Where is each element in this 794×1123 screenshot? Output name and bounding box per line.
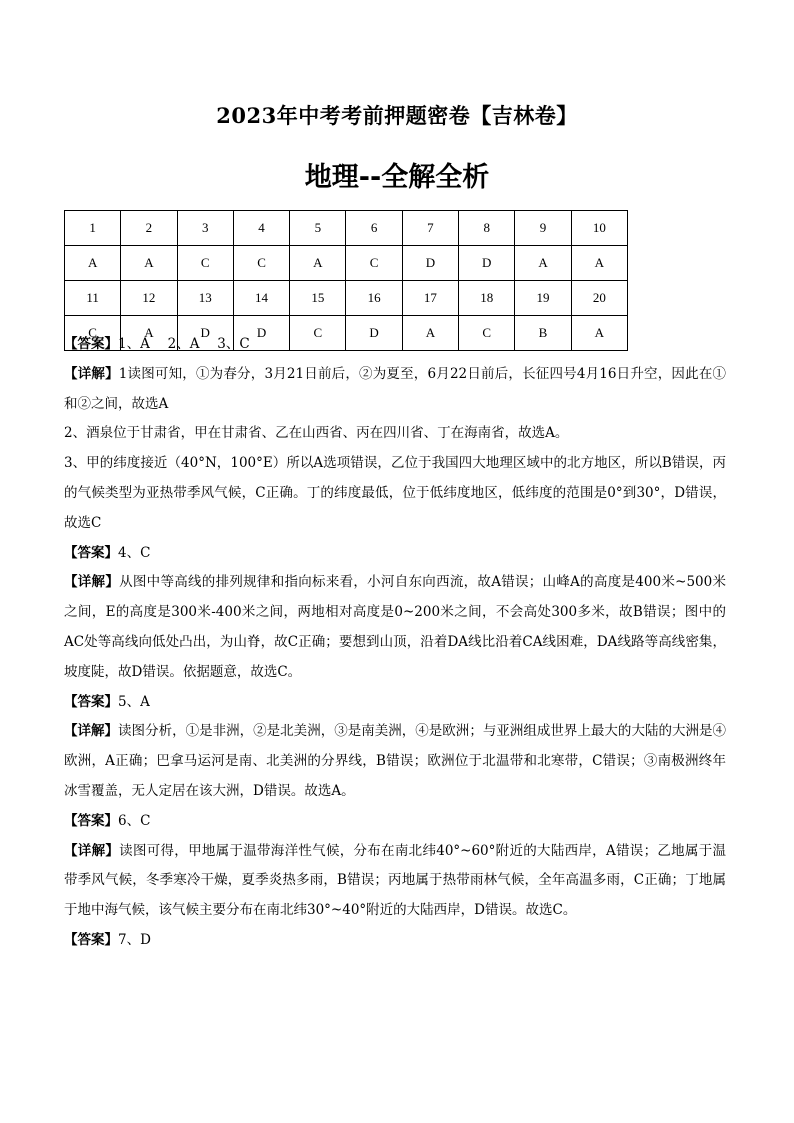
- table-cell: 11: [65, 281, 121, 316]
- table-cell: C: [459, 316, 515, 351]
- detail-paragraph: [64, 837, 726, 926]
- table-cell: A: [515, 246, 571, 281]
- table-cell: 17: [402, 281, 458, 316]
- detail-label: 【详解】: [64, 574, 120, 591]
- document-subtitle: 地理--全解全析: [304, 162, 490, 193]
- table-cell: C: [177, 246, 233, 281]
- table-cell: 20: [571, 281, 627, 316]
- table-cell: A: [290, 246, 346, 281]
- table-row: [65, 211, 628, 246]
- answer-text: 5、A: [118, 693, 150, 710]
- detail-paragraph: [64, 360, 726, 420]
- answer-text: 6、C: [118, 812, 151, 829]
- detail-paragraph: [64, 717, 726, 806]
- table-cell: D: [346, 316, 402, 351]
- table-cell: C: [233, 246, 289, 281]
- table-cell: 15: [290, 281, 346, 316]
- table-cell: 3: [177, 211, 233, 246]
- answer-line: [64, 807, 726, 837]
- table-cell: 6: [346, 211, 402, 246]
- table-cell: 10: [571, 211, 627, 246]
- detail-text: 读图可得，甲地属于温带海洋性气候，分布在南北纬40°~60°附近的大陆西岸，A错误；乙地属于温带季风气候，冬季寒冷干燥，夏季炎热多雨，B错误；丙地属于热带雨林气候，全年高温多雨，C正确；丁地属于地中海气候，该气候主要分布在南北纬30°~40°附近的大陆西岸，D错误。故选C。: [64, 842, 727, 919]
- table-cell: A: [121, 316, 177, 351]
- detail-label: 【详解】: [64, 723, 119, 740]
- table-cell: C: [65, 316, 121, 351]
- table-cell: D: [233, 316, 289, 351]
- table-cell: A: [65, 246, 121, 281]
- detail-text: 读图分析，①是非洲，②是北美洲，③是南美洲，④是欧洲；与亚洲组成世界上最大的大陆的大洲是④欧洲，A正确；巴拿马运河是南、北美洲的分界线，B错误；欧洲位于北温带和北寒带，C错误；③南极洲终年冰雪覆盖，无人定居在该大洲，D错误。故选A。: [64, 723, 727, 799]
- table-cell: 9: [515, 211, 571, 246]
- table-cell: 18: [459, 281, 515, 316]
- table-cell: 4: [233, 211, 289, 246]
- table-cell: D: [402, 246, 458, 281]
- table-row: [65, 281, 628, 316]
- table-cell: 16: [346, 281, 402, 316]
- table-cell: A: [121, 246, 177, 281]
- table-cell: 7: [402, 211, 458, 246]
- table-cell: D: [459, 246, 515, 281]
- table-cell: C: [346, 246, 402, 281]
- table-cell: 1: [65, 211, 121, 246]
- answer-line: [64, 688, 726, 718]
- detail-label: 【详解】: [64, 365, 119, 382]
- detail-paragraph: 3、甲的纬度接近（40°N，100°E）所以A选项错误，乙位于我国四大地理区域中的北方地区，所以B错误，丙的气候类型为亚热带季风气候，C正确。丁的纬度最低，位于低纬度地区，低纬度的范围是0°到30°，D错误，故选C: [64, 455, 726, 531]
- answer-label: 【答案】: [64, 544, 118, 561]
- answer-text: 4、C: [118, 544, 151, 561]
- table-row: [65, 246, 628, 281]
- table-cell: A: [402, 316, 458, 351]
- answer-text: 1、A 2、A 3、C: [118, 336, 250, 352]
- table-cell: A: [571, 246, 627, 281]
- answer-label: 【答案】: [64, 693, 118, 710]
- table-cell: 19: [515, 281, 571, 316]
- detail-paragraph: 2、酒泉位于甘肃省，甲在甘肃省、乙在山西省、丙在四川省、丁在海南省，故选A。: [64, 425, 569, 442]
- answer-line: [64, 539, 726, 569]
- document-title: 2023年中考考前押题密卷【吉林卷】: [216, 103, 578, 128]
- table-cell: D: [177, 316, 233, 351]
- table-cell: A: [571, 316, 627, 351]
- answer-label: 【答案】: [64, 336, 118, 352]
- table-cell: 14: [233, 281, 289, 316]
- table-cell: 8: [459, 211, 515, 246]
- table-cell: B: [515, 316, 571, 351]
- detail-paragraph: [64, 568, 726, 687]
- answer-label: 【答案】: [64, 931, 118, 948]
- table-cell: 2: [121, 211, 177, 246]
- answer-line: [64, 330, 726, 360]
- table-cell: 13: [177, 281, 233, 316]
- detail-text: 从图中等高线的排列规律和指向标来看，小河自东向西流，故A错误；山峰A的高度是400米~500米之间，E的高度是300米-400米之间，两地相对高度是0~200米之间，不会高处300多米，故B错误；图中的AC处等高线向低处凸出，为山脊，故C正确；要想到山顶，沿着DA线比沿着CA线困难，DA线路等高线密集，坡度陡，故D错误。依据题意，故选C。: [64, 574, 726, 680]
- answer-line: [64, 926, 726, 956]
- answer-label: 【答案】: [64, 812, 118, 829]
- table-cell: 5: [290, 211, 346, 246]
- table-cell: C: [290, 316, 346, 351]
- table-cell: 12: [121, 281, 177, 316]
- solution-body: [64, 330, 726, 956]
- detail-label: 【详解】: [64, 842, 120, 859]
- answer-text: 7、D: [118, 931, 151, 948]
- detail-text: 1读图可知，①为春分，3月21日前后，②为夏至，6月22日前后，长征四号4月16日升空，因此在①和②之间，故选A: [64, 365, 727, 412]
